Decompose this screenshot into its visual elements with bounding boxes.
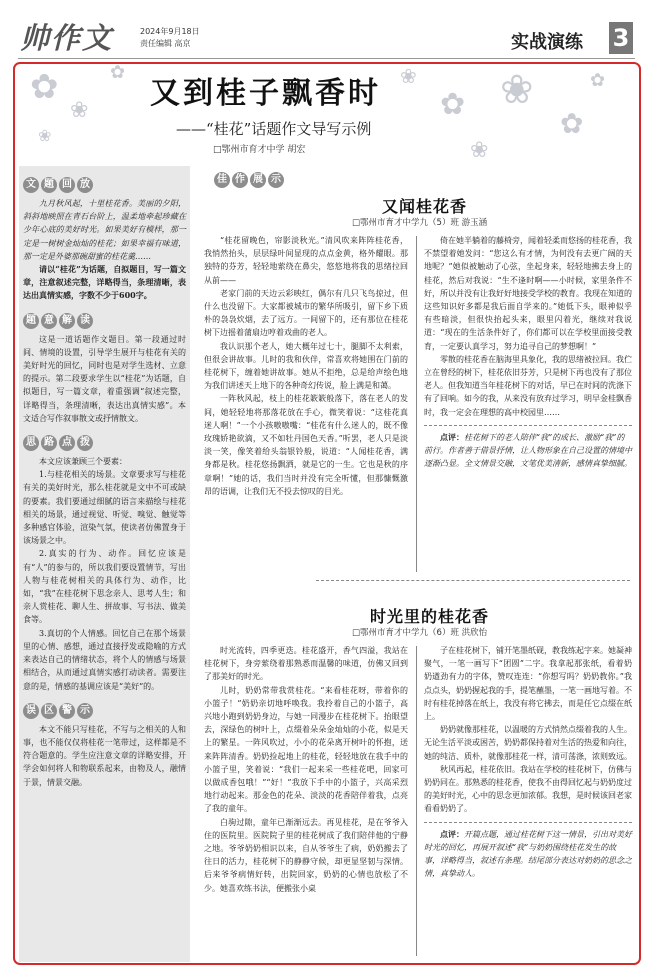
flower-icon: ✿ — [440, 87, 466, 122]
article-paragraph: 零散的桂花香在脑海里具象化，我的思绪被拉回。我伫立在曾经的树下，桂花依旧芬芳，只是树下再也没有了那位老人。但我知道当年桂花树下的对话，早已在时间的洗涤下有了回响。如今的我，从来没有放弃过学习，明早金桂飘香时，我一定会在理想的高中校园里…… — [424, 354, 632, 417]
comment-label: 点评： — [440, 828, 464, 839]
sidebar-paragraph: 1.与桂花相关的场景。文章要求写与桂花有关的美好时光，那么桂花就是文中不可或缺的要素。我们要通过细腻的语言来描绘与桂花相关的场景，通过视觉、听觉、嗅觉、触觉等多种感官体验，渲染气氛，使读者仿佛置身于该场景之中。 — [23, 470, 186, 546]
comment-text: 桂花树下的老人陪伴“我”的成长、激励“我”的前行。作者善于借景抒情，让人物形象在自己设置的情境中逐渐凸显。全文情景交融，文笔优美清新，感情真挚细腻。 — [424, 432, 632, 469]
page-number: 3 — [609, 22, 633, 54]
article2-comment — [424, 828, 632, 881]
page-byline: □鄂州市育才中学 胡宏 — [213, 145, 306, 155]
comment-text: 开篇点题，通过桂花树下这一情景，引出对美好时光的回忆，再展开叙述“我”与奶奶围绕桂花发生的故事，详略得当，叙述有条理。结尾部分表达对奶奶的思念之情，真挚动人。 — [424, 829, 632, 879]
issue-date: 2024年9月18日 — [140, 27, 200, 36]
section-badge: 误 区 警 示 — [23, 703, 93, 719]
flower-icon: ❀ — [38, 126, 52, 145]
article-paragraph: 倚在她半躺着的藤椅旁，闻着轻柔而悠扬的桂花香，我不禁望着她发问：“您这么有才情，为何没有去更广阔的天地呢？”她似被触动了心弦，坐起身来，轻轻地拂去身上的桂花，然后对我说：“生不逢时啊——小时候，家里条件不好，所以并没有让我好好地接受学校的教育。我现在知道的这些知识好多都是我后面自学来的。”她低下头，眼神似乎有些暗淡，但很快抬起头来，眼里闪着光，继续对我说道：“现在的生活条件好了，你们都可以在学校里面接受教育，一定要认真学习，努力追寻自己的梦想啊！” — [424, 236, 632, 351]
sidebar-section-tips — [23, 430, 186, 693]
sidebar-paragraph: 九月秋风起，十里桂花香。美丽的夕阳，斜斜地映照在青石台阶上，温柔地牵起珍藏在少年心底的美好时光。如果美好有模样，那一定是一树树金灿灿的桂花；如果幸福有味道，那一定是外婆那碗甜蜜的桂花羹…… — [23, 199, 186, 261]
article-paragraph: 一阵秋风起，枝上的桂花簌簌般落下，落在老人的发间，她轻轻地将那落花放在手心，微笑着说：“这桂花真迷人啊！”一个小孩嗷嗷嘴：“桂花有什么迷人的，既不像玫瑰娇艳欲滴，又不如牡丹国色天香。”听罢，老人只是淡淡一笑，像笑着给头翁银铃般，说道：“人闻桂花香，满身都是秋。桂花悠扬飘洒，就是它的一生。它也是秋的序章啊！”她的话，我们当时并没有完全听懂，但那慷慨激昂的语调，让我们无不投去惊叹的目光。 — [204, 394, 408, 496]
article-paragraph: 我认识那个老人，她大概年过七十，腿脚不太利索，但很会讲故事。儿时的我和伙伴，常喜欢将她围在门前的桂花树下，缠着她讲故事。她从不拒绝，总是给声绘色地为我们讲述天上地下的各种奇幻传说，脸上满是和蔼。 — [204, 341, 408, 391]
flower-icon: ✿ — [30, 67, 59, 107]
editor-line: 责任编辑 高京 — [140, 39, 191, 48]
guide-sidebar — [19, 166, 190, 962]
section-badge: 思 路 点 拨 — [23, 435, 93, 451]
flower-icon: ✿ — [560, 107, 584, 140]
article2-column-right — [424, 644, 632, 880]
sidebar-paragraph: 3.真切的个人情感。回忆自己在那个场景里的心情、感想，通过直接抒发或隐喻的方式来表达自己的情绪状态，将个人的情感与场景相结合，从而通过真情实感打动读者。需要注意的是，情感的基调应该是“美好”的。 — [23, 628, 186, 691]
article2-column-left — [204, 644, 408, 895]
article-paragraph: 奶奶就像那桂花，以温暖的方式悄然点缀着我的人生。无论生活平淡或困苦，奶奶都保持着对生活的热爱和向往，她的纯洁、质朴，就像那桂花一样，清可荡涤，浓则致远。 — [424, 725, 632, 761]
article2-author: □鄂州市育才中学九（6）班 洪欣怡 — [352, 628, 488, 638]
sidebar-paragraph: 本文不能只写桂花，不写与之相关的人和事，也不能仅仅将桂花一笔带过，这样都是不符合题意的。学生应注意文章的详略安排，开学会如何将人和物联系起来，由物及人，融情于景，情景交融。 — [23, 724, 186, 787]
flower-icon: ❀ — [70, 98, 89, 123]
article-paragraph: 老家门前的天边云彩映红，偶尔有几只飞鸟掠过，但什么也没留下。大家都被城市的繁华所吸引，留下乡下质朴的袅袅炊烟，去了远方。一间留下的，还有那位在桂花树下边摇着蒲扇边哼着戏曲的老人。 — [204, 288, 408, 338]
page-subtitle: ——“桂花”话题作文导写示例 — [176, 120, 372, 138]
article1-column-right — [424, 234, 632, 470]
sidebar-paragraph: 2.真实的行为、动作。回忆应该是有“人”的参与的，所以我们要设置情节，写出人物与桂花树相关的具体行为、动作，比如，“我”在桂花树下思念亲人、思考人生；和亲人赏桂花、聊人生、拼故事、写书法、做美食等。 — [23, 549, 186, 625]
section-badge: 文 题 回 放 — [23, 177, 93, 193]
article-paragraph: “桂花留晚色，帘影淡秋光。”清风吹来阵阵桂花香，我悄然抬头，层层绿叶间显现的点点金黄，格外耀眼。那独特的芬芳，轻轻地萦绕在鼻尖，悠悠地将我的思绪拉回从前—— — [204, 236, 408, 285]
comment-divider — [424, 425, 632, 426]
column-divider — [416, 236, 417, 572]
article1-author: □鄂州市育才中学九（5）班 游玉涵 — [352, 218, 488, 228]
sidebar-section-analysis — [23, 308, 186, 425]
sidebar-paragraph: 请以“桂花”为话题，自拟题目，写一篇文章，注意叙述完整，详略得当，条理清晰，表达出真情实感，字数不少于600字。 — [23, 264, 186, 301]
article-paragraph: 儿时，奶奶常带我赏桂花。“来看桂花呀，带着你的小篮子！”奶奶亲切地呼唤我。我拎着自己的小篮子，高兴地小跑到奶奶身边，与她一同漫步在桂花树下。抬眼望去，深绿色的树叶上，点缀着朵朵金灿灿的小花，似是天上的繁星。一阵风吹过，小小的花朵离开树叶的怀抱，送来阵阵清香。奶奶捡起地上的桂花，轻轻地放在我手中的小篮子里，笑着说：“我们一起来采一些桂花吧，回家可以做成香包哦！”“好！”我放下手中的小篮子，兴高采烈地行动起来。那金色的花朵、淡淡的花香陪伴着我，点亮了我的童年。 — [204, 685, 408, 814]
comment-divider — [424, 822, 632, 823]
column-divider — [416, 646, 417, 956]
flower-icon: ✿ — [110, 62, 126, 83]
flower-icon: ❀ — [470, 138, 489, 163]
header-meta — [140, 26, 200, 50]
article1-comment — [424, 431, 632, 471]
flower-icon: ❀ — [500, 67, 534, 113]
sidebar-paragraph: 这是一道话题作文题目。第一段通过时间、情境的设置，引导学生展开与桂花有关的美好时光的回忆，同时也是对学生选材、立意的提示。第二段要求学生以“桂花”为话题，自拟题目，写一篇文章，着重强调“叙述完整，详略得当，条理清晰，表达出真情实感”。本文适合写作叙事散文或抒情散文。 — [23, 334, 186, 423]
article1-column-left — [204, 234, 408, 498]
section-title: 实战演练 — [511, 32, 583, 53]
header-rule — [18, 58, 635, 59]
flower-icon: ❀ — [400, 64, 417, 88]
article2-title: 时光里的桂花香 — [370, 607, 490, 626]
comment-label: 点评： — [440, 431, 464, 442]
article-divider — [316, 580, 630, 581]
flower-icon: ✿ — [590, 70, 606, 91]
article-paragraph: 子在桂花树下，铺开笔墨纸砚，教我练起字来。她凝神聚气，一笔一画写下“团圆”二字。我拿起那张纸，看着奶奶遒劲有力的字体，赞叹连连：“你想写吗？奶奶教你。”我点点头，奶奶握起我的手，提笔蘸墨，一笔一画地写着。不时有桂花掉落在纸上，我没有将它拂去，而是任它点缀在纸上。 — [424, 646, 632, 722]
sidebar-section-warning — [23, 698, 186, 789]
article-paragraph: 时光流转，四季更迭。桂花盛开，香气四溢，我站在桂花树下，身旁萦绕着那熟悉而温馨的味道，仿佛又回到了那美好的时光。 — [204, 646, 408, 682]
article1-title: 又闻桂花香 — [382, 197, 468, 216]
page-title: 又到桂子飘香时 — [150, 76, 381, 111]
article-paragraph: 白驹过隙，童年已渐渐远去。再见桂花，是在爷爷入住的医院里。医院院子里的桂花树成了我们陪伴他的宁静之地。爷爷奶奶相识以来，自从爷爷生了病，奶奶搬去了往日的活力，桂花树下的静静守候，却更显坚韧与深情。后来爷爷病情好转，出院回家，奶奶的心情也放松了不少。她喜欢练书法，便搬张小桌 — [204, 817, 408, 893]
masthead: 帅作文 — [20, 21, 114, 55]
sidebar-section-topic — [23, 172, 186, 303]
sidebar-paragraph: 本文应该兼顾三个要素： — [39, 457, 127, 467]
showcase-badge: 佳 作 展 示 — [214, 172, 284, 188]
article-paragraph: 秋风再起，桂花依旧。我站在学校的桂花树下，仿佛与奶奶同在。那熟悉的桂花香，使我不由得回忆起与奶奶度过的美好时光，心中的思念更加浓郁。我想，是时候该回老家看看奶奶了。 — [424, 764, 632, 814]
section-badge: 题 意 解 读 — [23, 313, 93, 329]
